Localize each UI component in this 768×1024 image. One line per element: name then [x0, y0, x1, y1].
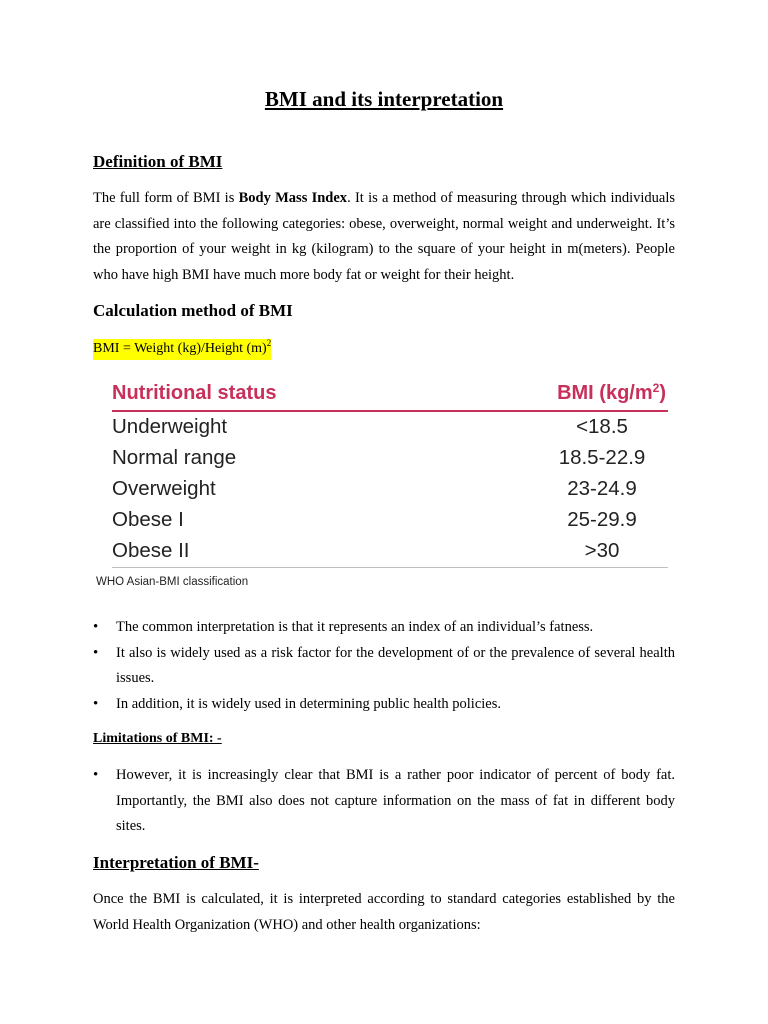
- definition-paragraph: [93, 186, 675, 288]
- table-header: [112, 380, 668, 412]
- bmi-formula: [93, 339, 271, 360]
- table-row: [112, 505, 668, 536]
- formula-text: BMI = Weight (kg)/Height (m): [93, 341, 267, 356]
- bmi-classification-table: [112, 380, 668, 568]
- row-bmi: 18.5-22.9: [558, 446, 646, 469]
- table-row: [112, 474, 668, 505]
- header-bmi-text: BMI (kg/m: [557, 382, 653, 404]
- row-bmi: >30: [584, 539, 620, 562]
- header-nutritional-status: Nutritional status: [112, 382, 277, 404]
- definition-text-end: . It is a method of measuring through which individuals are classified into the following categories: obese, overweight, normal weight and underweight. It’s the proportion of your weight in kg (kilogram) to the square of your height in m(meters). People who have high BMI have much more body fat or weight for their height.: [93, 190, 675, 283]
- list-item: • However, it is increasingly clear that BMI is a rather poor indicator of percent of body fat. Importantly, the BMI also does not capture information on the mass of fat in different body sites.: [93, 763, 675, 840]
- interpretation-heading: Interpretation of BMI-: [93, 853, 259, 872]
- formula-superscript: 2: [266, 338, 272, 348]
- list-item: • In addition, it is widely used in determining public health policies.: [93, 692, 675, 718]
- table-caption: WHO Asian-BMI classification: [96, 576, 249, 588]
- table-row: [112, 536, 668, 567]
- header-bmi-superscript: 2: [652, 381, 660, 395]
- list-item: • The common interpretation is that it represents an index of an individual’s fatness.: [93, 615, 675, 641]
- definition-bold-term: Body Mass Index: [238, 190, 348, 206]
- page-title: BMI and its interpretation: [264, 87, 504, 111]
- row-status: Obese I: [112, 508, 184, 531]
- row-status: Obese II: [112, 539, 190, 562]
- table-row: [112, 443, 668, 474]
- definition-text-start: The full form of BMI is: [93, 190, 239, 206]
- interpretation-paragraph: Once the BMI is calculated, it is interpreted according to standard categories established by the World Health Organization (WHO) and other health organizations:: [93, 891, 675, 933]
- header-bmi-close: ): [659, 382, 666, 404]
- row-bmi: 23-24.9: [567, 477, 637, 500]
- row-bmi: <18.5: [576, 415, 628, 438]
- header-bmi-unit: [557, 382, 666, 405]
- row-status: Overweight: [112, 477, 216, 500]
- limitations-heading: Limitations of BMI: -: [93, 731, 222, 746]
- list-item: • It also is widely used as a risk factor for the development of or the prevalence of several health issues.: [93, 641, 675, 692]
- row-status: Normal range: [112, 446, 237, 469]
- row-status: Underweight: [112, 415, 228, 438]
- calculation-heading: Calculation method of BMI: [93, 301, 293, 320]
- table-row: [112, 412, 668, 443]
- limitations-bullet-list: [93, 763, 675, 840]
- table-bottom-rule: [112, 567, 668, 568]
- definition-heading: Definition of BMI: [93, 152, 223, 171]
- row-bmi: 25-29.9: [567, 508, 637, 531]
- interpretation-bullet-list: [93, 615, 675, 717]
